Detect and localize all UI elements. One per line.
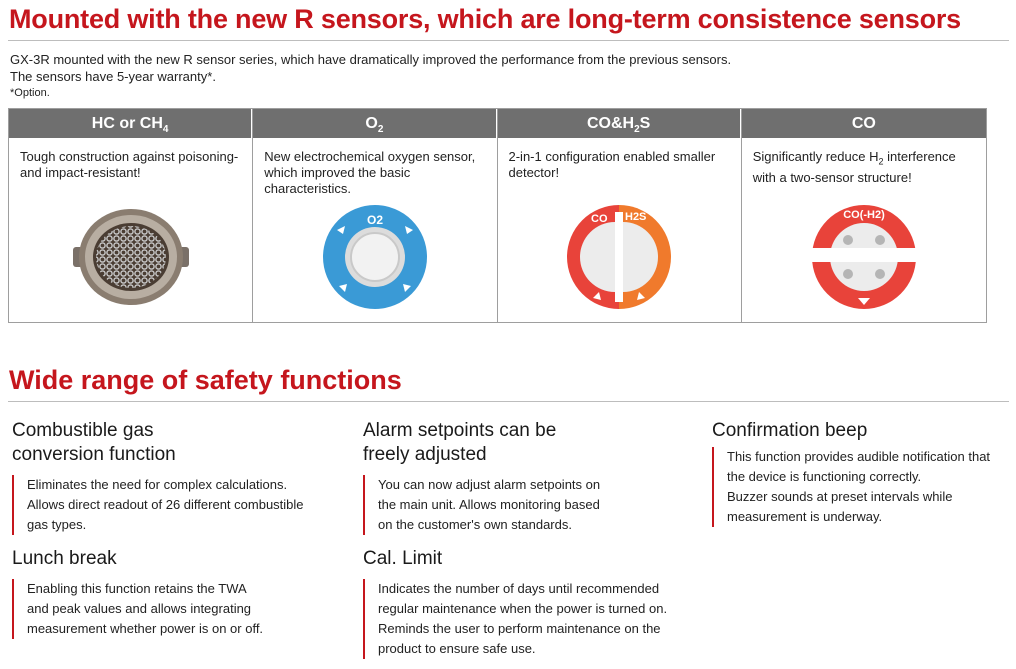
sensor-column-hc-ch4	[9, 109, 253, 322]
feature-title: Cal. Limit	[363, 548, 443, 569]
sensors-section-title: Mounted with the new R sensors, which are long-term consistence sensors	[9, 4, 961, 34]
sensor-column-o2	[253, 109, 497, 322]
option-note: *Option.	[10, 87, 50, 99]
combustible-sensor-mesh-icon	[9, 201, 252, 313]
co-h2-sensor-label: CO(-H2)	[843, 209, 885, 221]
column-desc-o2: New electrochemical oxygen sensor, which improved the basic characteristics.	[264, 149, 476, 196]
co-sensor-icon	[742, 201, 986, 313]
safety-title-divider	[8, 401, 1009, 402]
sensor-column-co-h2s	[498, 109, 742, 322]
intro-text	[10, 51, 731, 85]
intro-line-2: The sensors have 5-year warranty*.	[10, 69, 216, 84]
h2s-sensor-label: H2S	[625, 211, 647, 223]
column-header-hc-ch4: HC or $CH_4$	[9, 109, 252, 138]
sensor-table	[8, 108, 987, 323]
title-divider	[8, 40, 1009, 41]
feature-lunch-break	[12, 547, 342, 639]
column-header-o2: $O_2$	[253, 109, 496, 138]
co-sensor-label: CO	[591, 213, 608, 225]
column-header-co: CO	[742, 109, 986, 138]
feature-title: Confirmation beep	[712, 420, 868, 441]
feature-combustible-gas-conversion	[12, 419, 342, 535]
intro-line-1: GX-3R mounted with the new R sensor series, which have dramatically improved the performance from the previous sensors.	[10, 52, 732, 67]
feature-title: Alarm setpoints can be freely adjusted	[363, 420, 557, 465]
feature-body: Eliminates the need for complex calculations. Allows direct readout of 26 different combustible gas types.	[12, 475, 342, 535]
oxygen-sensor-icon	[253, 201, 496, 313]
feature-body: You can now adjust alarm setpoints on the main unit. Allows monitoring based on the customer's own standards.	[363, 475, 693, 535]
feature-confirmation-beep	[712, 419, 1012, 527]
feature-cal-limit	[363, 547, 693, 659]
o2-sensor-label: O2	[366, 213, 383, 227]
feature-body: Enabling this function retains the TWA and peak values and allows integrating measurement whether power is on or off.	[12, 579, 342, 639]
column-desc-co-h2s: 2-in-1 configuration enabled smaller detector!	[508, 149, 716, 180]
feature-alarm-setpoints	[363, 419, 693, 535]
feature-body: Indicates the number of days until recommended regular maintenance when the power is turned on. Reminds the user to perform maintenance on the product to ensure safe use.	[363, 579, 693, 659]
feature-title: Combustible gas conversion function	[12, 420, 176, 465]
feature-title: Lunch break	[12, 548, 117, 569]
safety-section-title: Wide range of safety functions	[9, 365, 402, 395]
column-desc-hc-ch4: Tough construction against poisoning- and impact-resistant!	[20, 149, 239, 180]
column-desc-co: Significantly reduce $H_2$ interference with a two-sensor structure!	[752, 149, 956, 185]
feature-body: This function provides audible notification that the device is functioning correctly. Buzzer sounds at preset intervals while measurement is underway.	[712, 447, 1012, 527]
co-h2s-sensor-icon	[498, 201, 741, 313]
sensor-column-co	[742, 109, 986, 322]
column-header-co-h2s: $CO\&H_2S$	[498, 109, 741, 138]
